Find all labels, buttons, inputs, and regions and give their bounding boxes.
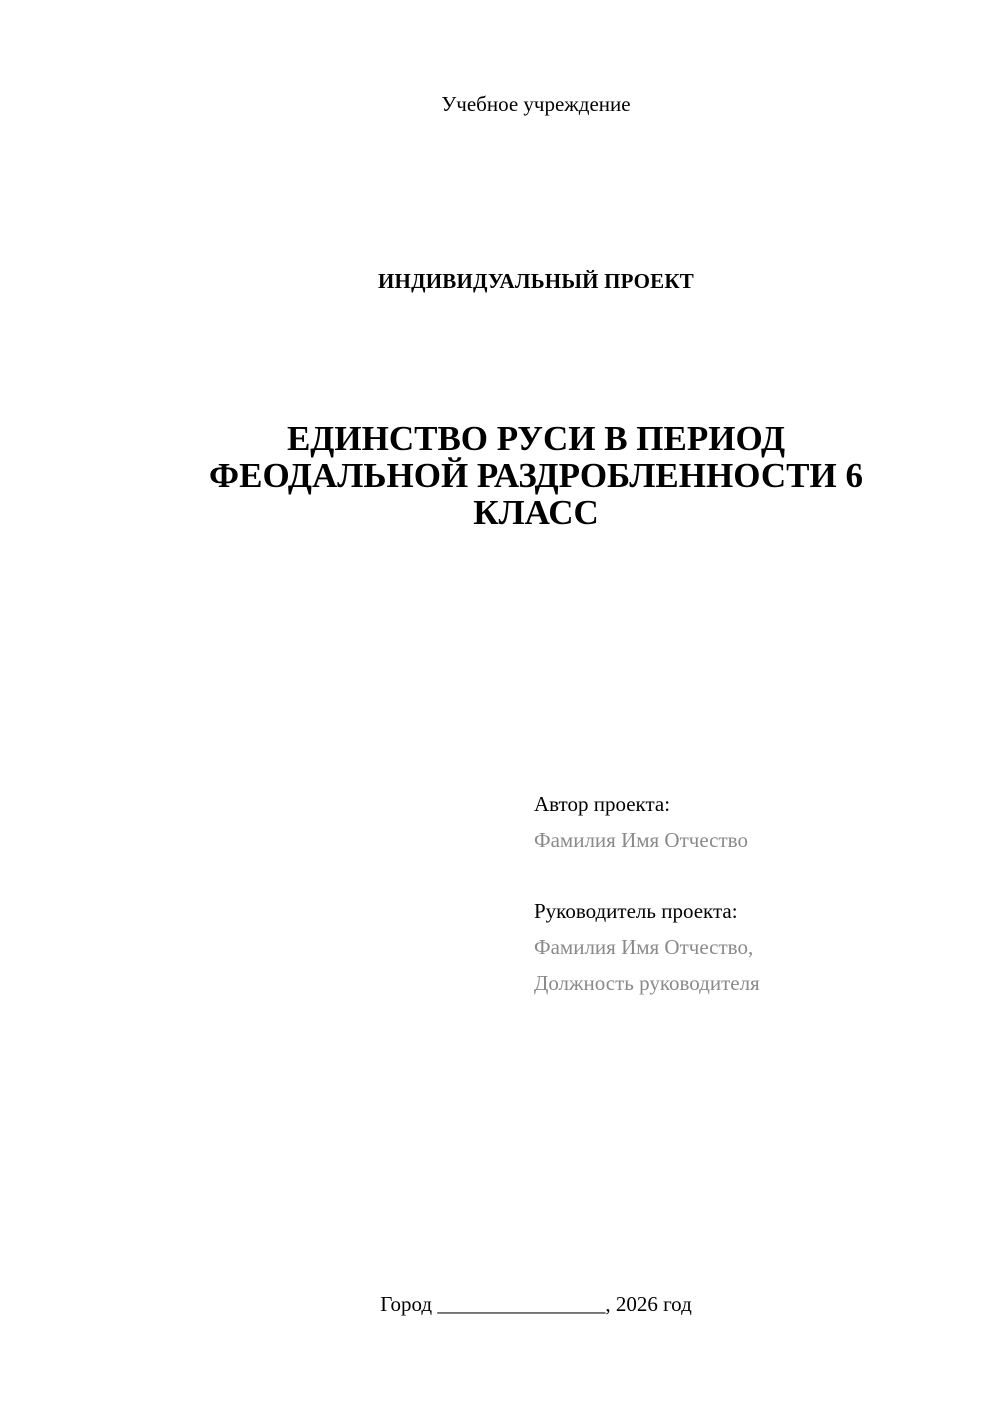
supervisor-name-placeholder: Фамилия Имя Отчество, bbox=[534, 935, 754, 959]
city-label: Город bbox=[380, 1292, 433, 1316]
author-name-placeholder: Фамилия Имя Отчество bbox=[534, 828, 748, 852]
institution-name: Учебное учреждение bbox=[441, 92, 631, 116]
year-text: , 2026 год bbox=[605, 1292, 692, 1316]
project-title-line-3: КЛАСС bbox=[473, 493, 599, 532]
project-title-line-1: ЕДИНСТВО РУСИ В ПЕРИОД bbox=[286, 419, 786, 458]
author-block bbox=[534, 786, 974, 858]
city-year-line bbox=[0, 1290, 1000, 1318]
project-title bbox=[150, 420, 922, 531]
project-title-line-2: ФЕОДАЛЬНОЙ РАЗДРОБЛЕННОСТИ 6 bbox=[209, 456, 863, 495]
document-type-heading: ИНДИВИДУАЛЬНЫЙ ПРОЕКТ bbox=[378, 269, 694, 293]
supervisor-label: Руководитель проекта: bbox=[534, 899, 738, 923]
supervisor-position-placeholder: Должность руководителя bbox=[534, 971, 760, 995]
supervisor-block bbox=[534, 893, 974, 1001]
city-blank: ________________ bbox=[437, 1292, 606, 1316]
author-label: Автор проекта: bbox=[534, 792, 671, 816]
